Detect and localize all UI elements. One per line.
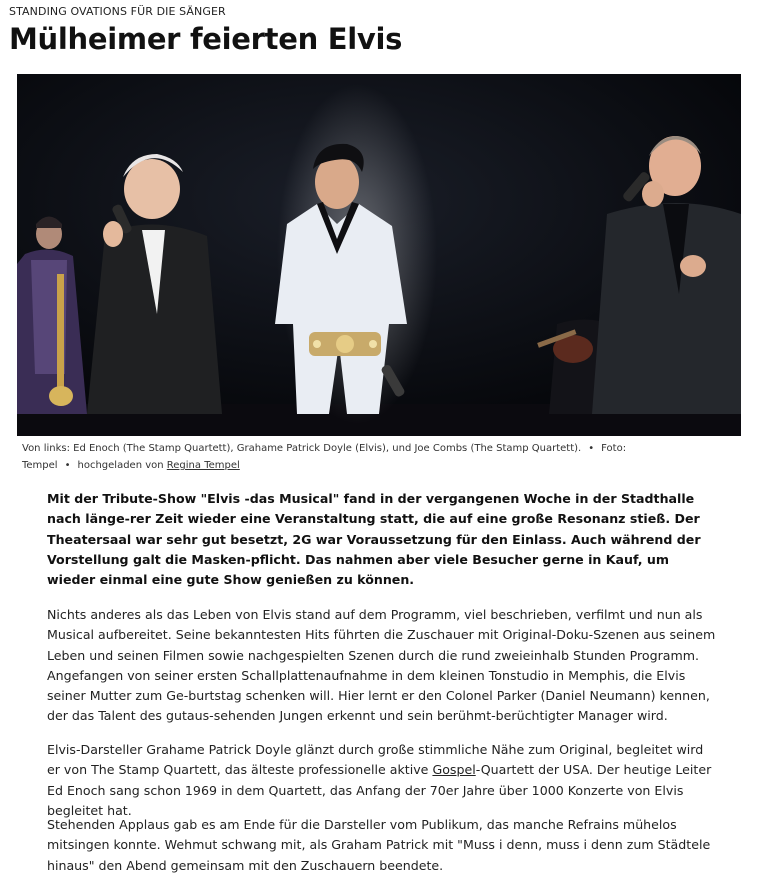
caption-separator: • xyxy=(588,443,595,454)
uploaded-prefix: hochgeladen von xyxy=(77,460,164,471)
photo-credit: Foto: Tempel xyxy=(22,443,627,471)
uploader-link[interactable]: Regina Tempel xyxy=(166,460,240,471)
article-paragraph-3: Stehenden Applaus gab es am Ende für die Darsteller vom Publikum, das manche Refrains mühelos mitsingen konnte. Wehmut schwang mit, als Graham Patrick mit "Muss i denn, muss i denn zum Städtele hinaus" den Abend gemeinsam mit den Zuschauern beendete. xyxy=(47,817,711,873)
caption-separator: • xyxy=(64,460,71,471)
article-lead: Mit der Tribute-Show "Elvis -das Musical" fand in der vergangenen Woche in der Stadthalle nach länge-rer Zeit wieder eine Veranstaltung statt, die auf eine große Resonanz stieß. Der Theatersaal war sehr gut besetzt, 2G war Voraussetzung für den Einlass. Auch während der Vorstellung galt die Masken-pflicht. Das nahmen aber viele Besucher gerne in Kauf, um wieder einmal eine gute Show genießen zu können. xyxy=(47,491,701,588)
article-headline: Mülheimer feierten Elvis xyxy=(9,22,403,56)
paragraph-2-text-end: -Quartett der USA. Der heutige Leiter Ed Enoch sang schon 1969 in dem Quartett, das Anfang der 70er Jahre über 1000 Konzerte von Elvis begleitet hat. xyxy=(47,762,712,818)
article-kicker: STANDING OVATIONS FÜR DIE SÄNGER xyxy=(9,5,226,18)
article-paragraph-2 xyxy=(47,740,717,821)
paragraph-2-text-start: Elvis-Darsteller Grahame Patrick Doyle glänzt durch große stimmliche Nähe zum Original, begleitet wird er von The Stamp Quartett, das älteste professionelle aktive xyxy=(47,742,704,778)
article-paragraph-1: Nichts anderes als das Leben von Elvis stand auf dem Programm, viel beschrieben, verfilmt und nun als Musical aufbereitet. Seine bekanntesten Hits führten die Zuschauer mit Original-Doku-Szenen aus seinem Leben und seinen Filmen sowie nachgespielten Szenen durch die rund zweieinhalb Stunden Programm. Angefangen von seiner ersten Schallplattenaufnahme in dem kleinen Tonstudio in Memphis, die Elvis seiner Mutter zum Ge-burtstag schenken will. Hier lernt er den Colonel Parker (Daniel Neumann) kennen, der das Talent des gutaus-sehenden Jungen erkennt und sein berühmt-berüchtigter Manager wird. xyxy=(47,607,716,724)
photo-caption xyxy=(22,440,737,474)
stage-photo-illustration xyxy=(17,74,741,436)
article-photo[interactable] xyxy=(17,74,741,436)
caption-text: Von links: Ed Enoch (The Stamp Quartett), Grahame Patrick Doyle (Elvis), und Joe Combs (The Stamp Quartett). xyxy=(22,443,582,454)
gospel-link[interactable]: Gospel xyxy=(432,762,476,778)
